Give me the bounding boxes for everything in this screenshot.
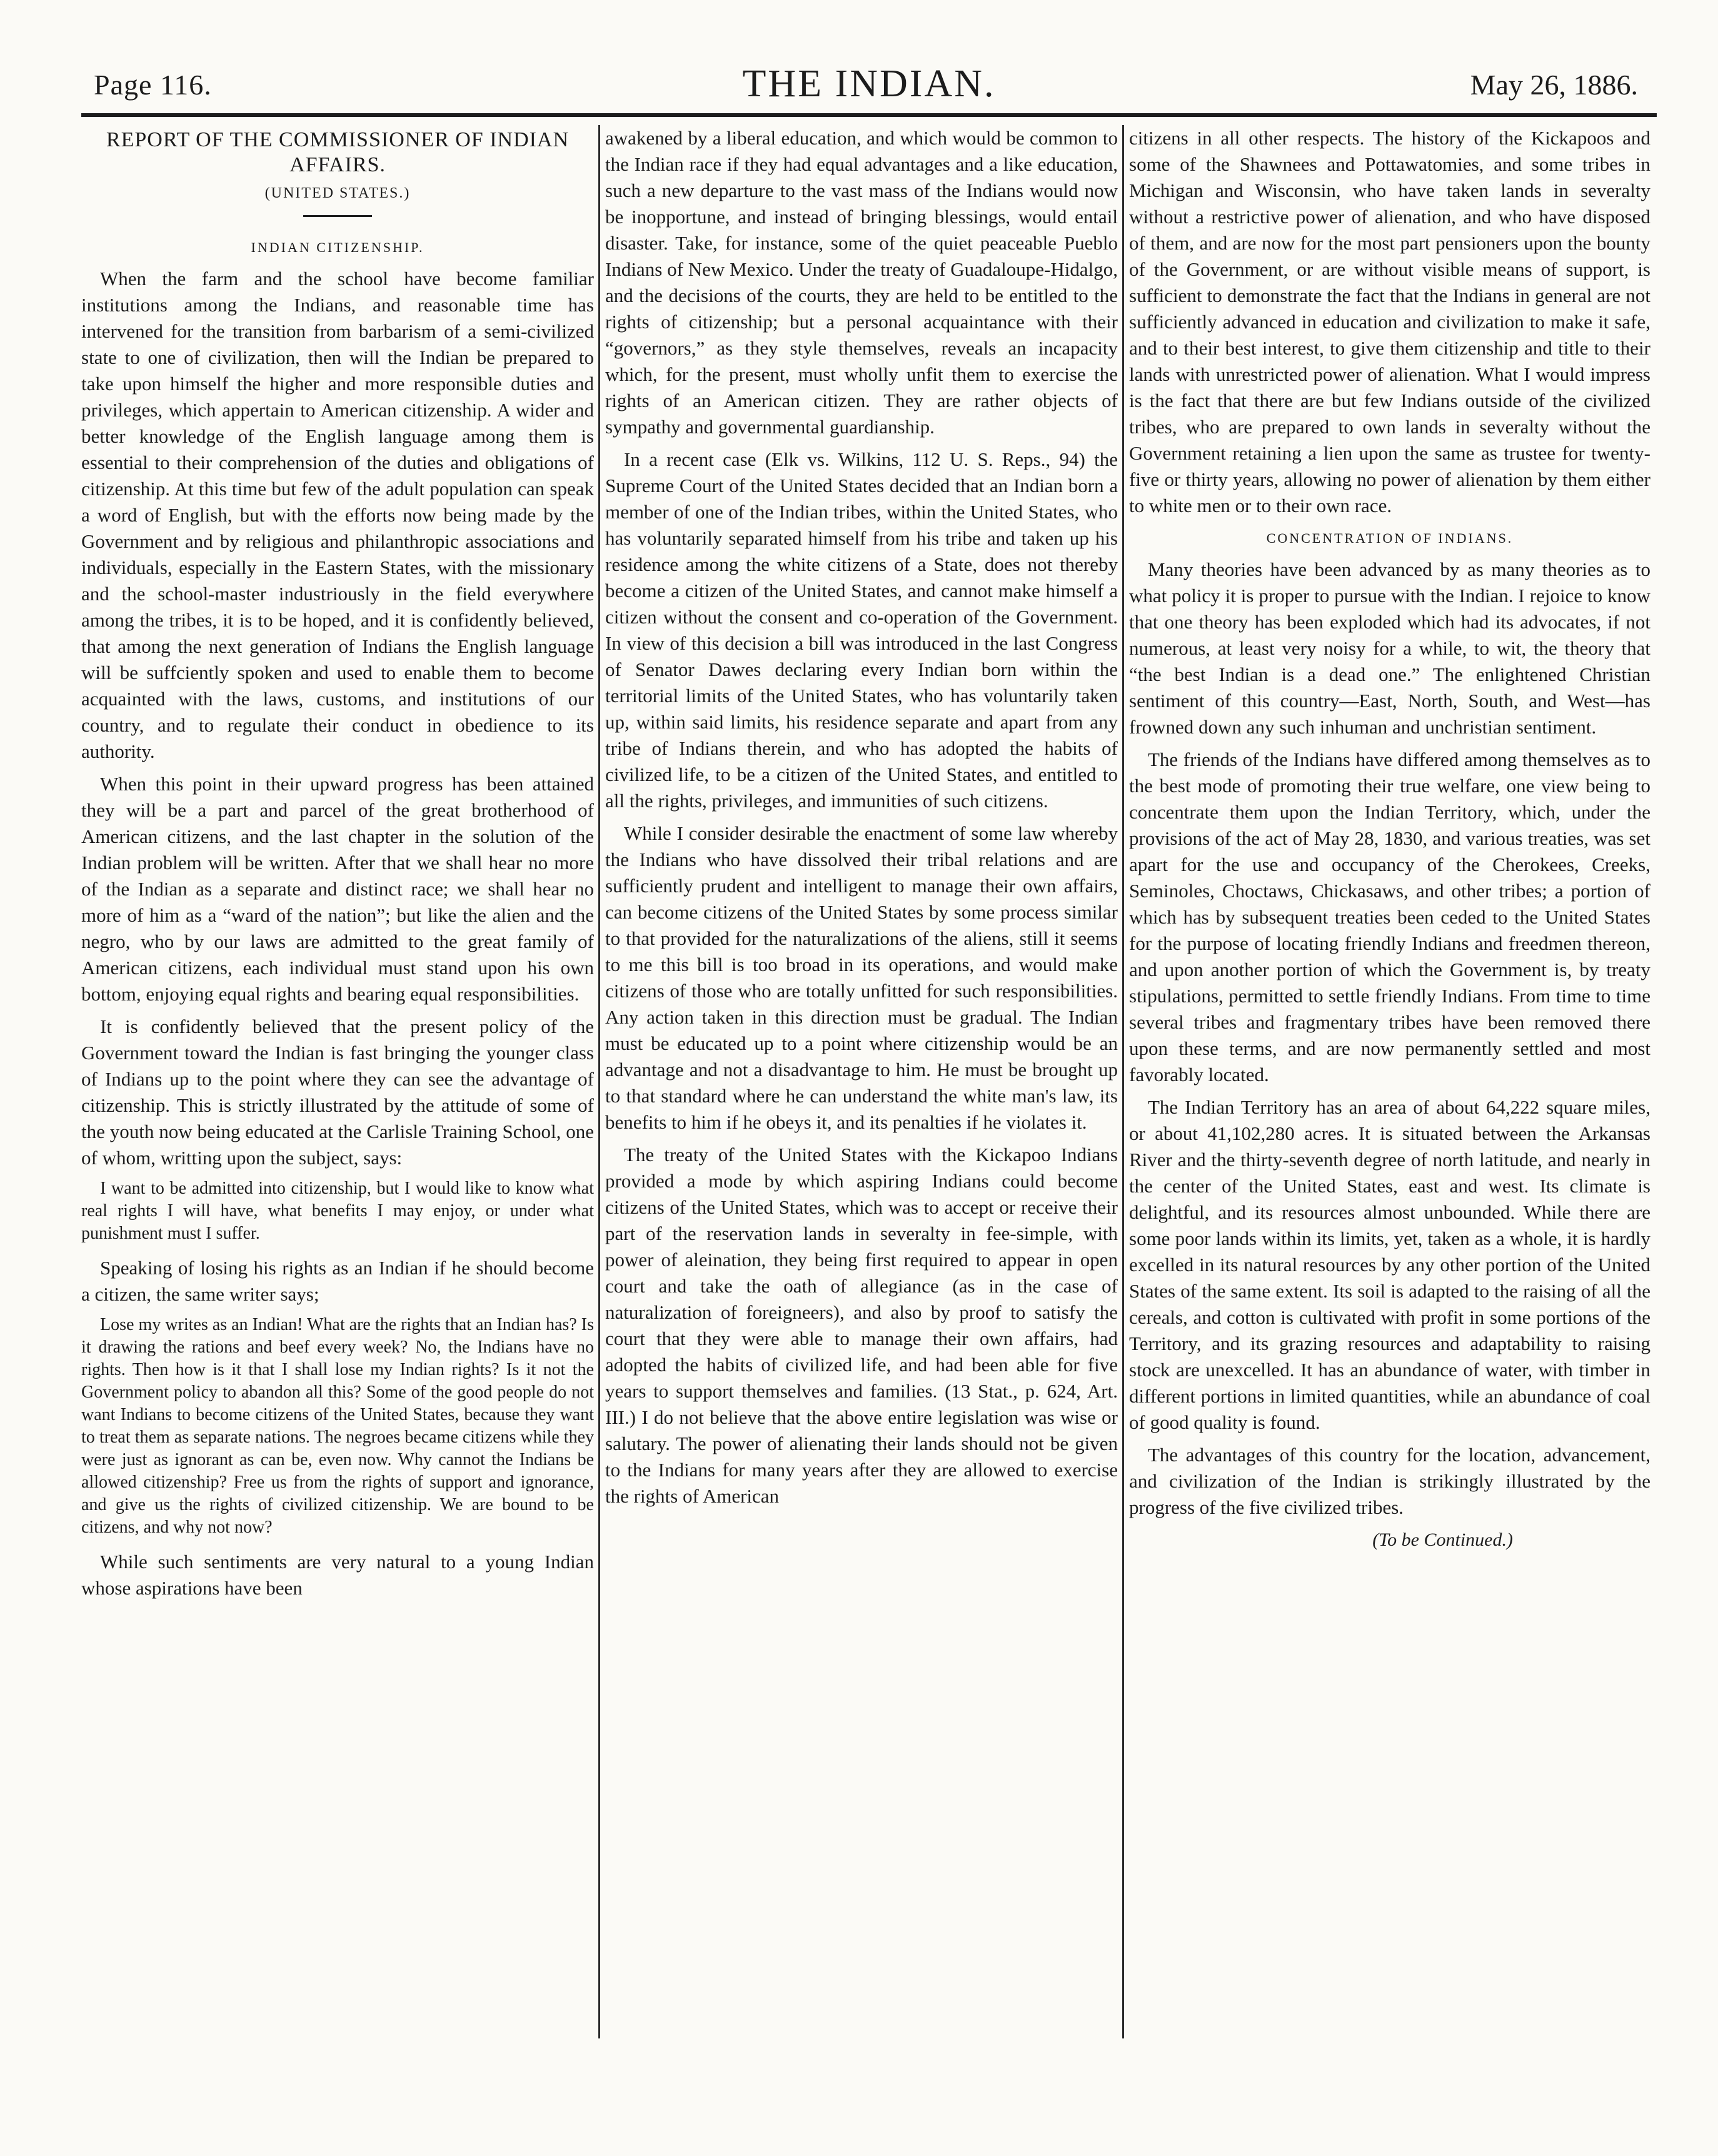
column-divider (598, 125, 600, 2038)
paragraph: citizens in all other respects. The history of the Kickapoos and some of the Shawnees and Pottawatomies, and some tribes in Michigan and Wisconsin, who have taken lands in severalty without a restrictive power of alienation, and who have disposed of them, and are now for the most part pensioners upon the bounty of the Government, or are without visible means of support, is sufficient to demonstrate the fact that the Indians in general are not sufficiently advanced in education and civilization to make it safe, and to their best interest, to give them citizenship and title to their lands with unrestricted power of alienation. What I would impress is the fact that there are but few Indians outside of the civilized tribes, who are prepared to own lands in severalty without the Government retaining a lien upon the same as trustee for twenty-five or thirty years, allowing no power of alienation by them either to white men or to their own race. (1129, 127, 1650, 516)
paragraph: Many theories have been advanced by as many theories as to what policy it is proper to pursue with the Indian. I rejoice to know that one theory has been exploded which had its advocates, if not numerous, at least very noisy for a while, to wit, the theory that “the best Indian is a dead one.” The enlightened Christian sentiment of this country—East, North, South, and West—has frowned down any such inhuman and unchristian sentiment. (1129, 558, 1650, 738)
column-divider (1122, 125, 1124, 2038)
paragraph: It is confidently believed that the present policy of the Government toward the Indian is fast bringing the younger class of Indians up to the point where they can see the advantage of citizenship. This is strictly illustrated by the attitude of some of the youth now being educated at the Carlisle Training School, one of whom, writting upon the subject, says: (81, 1015, 594, 1169)
masthead (81, 59, 1657, 113)
block-quote: I want to be admitted into citizenship, but I would like to know what real rights I will have, what benefits I may enjoy, or under what punishment must I suffer. (81, 1179, 594, 1243)
paragraph: awakened by a liberal education, and which would be common to the Indian race if they had equal advantages and a like education, such a new departure to the vast mass of the Indians would now be inopportune, and instead of bringing blessings, would entail disaster. Take, for instance, some of the quiet peaceable Pueblo Indians of New Mexico. Under the treaty of Guadaloupe-Hidalgo, and the decisions of the courts, they are held to be entitled to the rights of citizenship; but a personal acquaintance with their “governors,” as they style themselves, reveals an incapacity which, for the present, must wholly unfit them to exercise the rights of an American citizen. They are rather objects of sympathy and governmental guardianship. (605, 127, 1118, 438)
column-3 (1129, 125, 1650, 2113)
section-heading-citizenship: INDIAN CITIZENSHIP. (251, 239, 424, 255)
paragraph: The advantages of this country for the location, advancement, and civilization of the Indian is strikingly illustrated by the progress of the five civilized tribes. (1129, 1444, 1650, 1518)
continued-note: (To be Continued.) (1372, 1529, 1513, 1550)
paragraph: The Indian Territory has an area of about 64,222 square miles, or about 41,102,280 acres. It is situated between the Arkansas River and the thirty-seventh degree of north latitude, and nearly in the center of the United States, east and west. Its climate is delightful, and its resources almost unbounded. While there are some poor lands within its limits, yet, taken as a whole, it is hardly excelled in its natural resources by any other portion of the United States of the same extent. Its soil is adapted to the raising of all the cereals, and cotton is cultivated with profit in some portions of the Territory, and its grazing resources and adaptability to raising stock are unexcelled. It has an abundance of water, with timber in different portions in limited quantities, while an abundance of coal of good quality is found. (1129, 1096, 1650, 1433)
page-number: Page 116. (94, 69, 212, 101)
paragraph: While I consider desirable the enactment of some law whereby the Indians who have dissolved their tribal relations and are sufficiently prudent and intelligent to manage their own affairs, can become citizens of the United States by some process similar to that provided for the naturalizations of the aliens, still it seems to me this bill is too broad in its operations, and would make citizens of those who are totally unfitted for such responsibilities. Any action taken in this direction must be gradual. The Indian must be educated up to a point where citizenship would be an advantage and not a disadvantage to him. He must be brought up to that standard where he can understand the white man's law, its benefits to him if he obeys it, and its penalties if he violates it. (605, 822, 1118, 1133)
masthead-rule (81, 113, 1657, 117)
article-subtitle: (UNITED STATES.) (264, 185, 411, 201)
paragraph: In a recent case (Elk vs. Wilkins, 112 U. S. Reps., 94) the Supreme Court of the United States decided that an Indian born a member of one of the Indian tribes, within the United States, who has voluntarily separated himself from his tribe and taken up his residence among the white citizens of a State, does not thereby become a citizen of the United States, and cannot make himself a citizen without the consent and co-operation of the Government. In view of this decision a bill was introduced in the last Congress of Senator Dawes declaring every Indian born within the territorial limits of the United States, who has voluntarily taken up, within said limits, his residence separate and apart from any tribe of Indians therein, and who has adopted the habits of civilized life, to be a citizen of the United States, and entitled to all the rights, privileges, and immunities of such citizens. (605, 448, 1118, 812)
paragraph: Speaking of losing his rights as an Indian if he should become a citizen, the same writer says; (81, 1257, 594, 1305)
article-title: REPORT OF THE COMMISSIONER OF INDIAN AFFAIRS. (106, 128, 570, 176)
paragraph: The friends of the Indians have differed among themselves as to the best mode of promoting their true welfare, one view being to concentrate them upon the Indian Territory, which, under the provisions of the act of May 28, 1830, and various treaties, was set apart for the use and occupancy of the Cherokees, Creeks, Seminoles, Choctaws, Chickasaws, and other tribes; a portion of which has by subsequent treaties been ceded to the United States for the purpose of locating friendly Indians and freedmen thereon, and upon another portion of which the Government is, by treaty stipulations, permitted to settle friendly Indians. From time to time several tribes and fragmentary tribes have been removed there upon these terms, and are now permanently settled and most favorably located. (1129, 748, 1650, 1086)
column-2 (605, 125, 1118, 2113)
issue-date: May 26, 1886. (1470, 69, 1638, 101)
paragraph: When the farm and the school have become familiar institutions among the Indians, and reasonable time has intervened for the transition from barbarism of a semi-civilized state to one of civilization, then will the Indian be prepared to take upon himself the higher and more responsible duties and privileges, which appertain to American citizenship. A wider and better knowledge of the English language among them is essential to their comprehension of the duties and obligations of citizenship. At this time but few of the adult population can speak a word of English, but with the efforts now being made by the Government and by religious and philanthropic associations and individuals, especially in the Eastern States, with the missionary and the school-master industriously in the field everywhere among the tribes, it is to be hoped, and it is confidently believed, that among the next generation of Indians the English language will be suffciently spoken and used to enable them to become acquainted with the laws, customs, and institutions of our country, and to regulate their conduct in obedience to its authority. (81, 268, 594, 762)
paragraph: When this point in their upward progress has been attained they will be a part and parcel of the great brotherhood of American citizens, and the last chapter in the solution of the Indian problem will be written. After that we shall hear no more of the Indian as a separate and distinct race; we shall hear no more of him as a “ward of the nation”; but like the alien and the negro, who by our laws are admitted to the great family of American citizens, each individual must stand upon his own bottom, enjoying equal rights and bearing equal responsibilities. (81, 773, 594, 1005)
paragraph: The treaty of the United States with the Kickapoo Indians provided a mode by which aspiring Indians could become citizens of the United States, which was to accept or receive their part of the reservation lands in severalty in fee-simple, with power of aleination, they being first required to appear in open court and take the oath of allegiance (as in the case of naturalization of foreigneers), and also by proof to satisfy the court that they were able to manage their own affairs, had adopted the habits of civilized life, and had been able for five years to support themselves and families. (13 Stat., p. 624, Art. III.) I do not believe that the above entire legislation was wise or salutary. The power of alienating their lands should not be given to the Indians for many years after they are allowed to exercise the rights of American (605, 1144, 1118, 1507)
newspaper-title: THE INDIAN. (742, 63, 996, 105)
paragraph: While such sentiments are very natural to a young Indian whose aspirations have been (81, 1551, 594, 1599)
column-1 (81, 125, 594, 2113)
title-rule (303, 215, 372, 217)
block-quote: Lose my writes as an Indian! What are the rights that an Indian has? Is it drawing the rations and beef every week? No, the Indians have no rights. Then how is it that I shall lose my Indian rights? Is it not the Government policy to abandon all this? Some of the good people do not want Indians to become citizens of the United States, because they want to treat them as separate nations. The negroes became citizens while they were just as ignorant as can be, even now. Why cannot the Indians be allowed citizenship? Free us from the rights of support and ignorance, and give us the rights of civilized citizenship. We are bound to be citizens, and why not now? (81, 1315, 594, 1537)
section-heading-concentration: CONCENTRATION OF INDIANS. (1266, 530, 1514, 546)
